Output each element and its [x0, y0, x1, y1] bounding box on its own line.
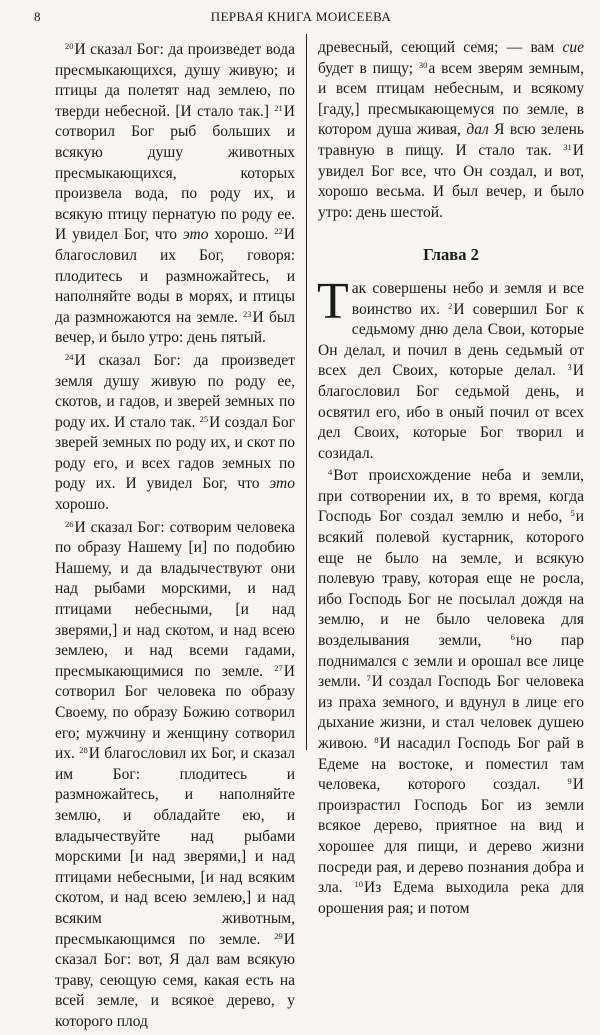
chapter-paragraph — [317, 272, 584, 464]
column-divider — [306, 34, 307, 750]
verse-text: И был вечер, и было утро: день пятый. — [55, 308, 295, 347]
verse-number: 26 — [65, 518, 74, 529]
page-number: 8 — [34, 9, 41, 24]
running-head: ПЕРВАЯ КНИГА МОИСЕЕВА — [210, 9, 392, 24]
verse-number: 27 — [274, 662, 283, 673]
paragraph — [55, 40, 295, 349]
verse-number: 31 — [563, 141, 572, 152]
verse-text: И произрастил Господь Бог из земли всякое дерево, приятное на вид и хорошее для пищи, и дерево жизни посреди рая, и дерево познания добра и зла. — [318, 776, 584, 897]
verse-text: а всем зверям земным, и всем птицам небесным, и всякому [гаду,] пресмыкающемуся по земле, в котором душа живая, — [318, 59, 584, 139]
verse-number: 28 — [79, 745, 88, 756]
verse-number: 2 — [448, 300, 453, 311]
verse-text: И создал Бог зверей земных по роду их, и скот по роду его, и всех гадов земных по роду их. И увидел Бог, что — [55, 413, 295, 493]
verse-text: но пар поднимался с земли и орошал все лице земли. — [318, 632, 584, 691]
verse-number: 23 — [243, 308, 252, 319]
verse-text: хорошо. — [55, 496, 109, 514]
verse-number: 8 — [374, 735, 379, 745]
verse-text: И сказал Бог: сотворим человека по образу Нашему [и] по подобию Нашему, и да владычествуют они над рыбами морскими, и над птицами небесными, [и над зверями,] и над скотом, и над всею землею, и над всеми гадами, пресмыкающимися по земле. — [55, 518, 295, 680]
verse-text: И увидел Бог все, что Он создал, и вот, хорошо весьма. И был вечер, и было утро: день шестой. — [318, 141, 584, 221]
italic-word: это — [182, 226, 209, 244]
verse-text: И сотворил Бог человека по образу Своему, по образу Божию сотворил его; мужчину и женщину сотворил их. — [55, 662, 295, 763]
verse-text: И сотворил Бог рыб больших и всякую душу животных пресмыкающихся, которых произвела вода, по роду их, и всякую птицу пернатую по роду ее. И увидел Бог, что — [55, 102, 295, 244]
continued-paragraph — [318, 38, 584, 223]
verse-number: 22 — [274, 226, 283, 237]
verse-text: И сказал Бог: да произведет вода пресмыкающихся, душу живую; и птицы да полетят над землею, по тверди небесной. [И стало так.] — [55, 41, 295, 120]
italic-word: дал — [466, 121, 489, 139]
verse-number: 20 — [65, 41, 74, 51]
verse-number: 6 — [510, 632, 515, 643]
verse-number: 21 — [274, 102, 283, 113]
drop-cap: Т — [317, 272, 349, 330]
paragraph — [55, 518, 295, 1033]
verse-text: и всякий полевой кустарник, которого еще не было на земле, и всякую полевую траву, которая еще не росла, ибо Господь Бог не посылал дождя на землю, и не было человека для возделывания земли, — [318, 508, 584, 650]
verse-number: 25 — [199, 413, 209, 424]
paragraph — [55, 351, 295, 516]
verse-text: Из Едема выходила река для орошения рая; и потом — [318, 879, 584, 917]
verse-text: И создал Господь Бог человека из праха земного, и вдунул в лице его дыхание жизни, и стал человек душею живою. — [318, 673, 585, 752]
verse-number: 5 — [570, 508, 575, 519]
verse-text: ак совершены небо и земля и все воинство их. — [351, 279, 584, 318]
verse-text: древесный, сеющий семя; — вам — [318, 39, 563, 56]
verse-number: 3 — [567, 362, 572, 373]
verse-text: Я всю зелень травную в пищу. И стало так. — [318, 121, 584, 159]
verse-number: 7 — [366, 673, 371, 684]
right-column — [318, 38, 584, 921]
italic-word: это — [269, 475, 295, 493]
left-column — [55, 40, 295, 1035]
verse-text: И благословил Бог седьмой день, и освятил его, ибо в оный почил от всех дел Своих, которые Бог творил и созидал. — [318, 362, 584, 462]
verse-text: И сказал Бог: да произведет земля душу живую по роду ее, скотов, и гадов, и зверей земных по роду их. И стало так. — [55, 351, 295, 431]
verse-text: И сказал Бог: вот, Я дал вам всякую траву, сеющую семя, какая есть на всей земле, и всякое дерево, у которого плод — [55, 930, 295, 1030]
page-header — [30, 9, 572, 27]
verse-number: 24 — [65, 351, 74, 362]
chapter-paragraph — [318, 466, 584, 919]
verse-number: 4 — [328, 467, 333, 478]
verse-text: будет в пищу; — [318, 59, 419, 77]
verse-number: 10 — [354, 879, 363, 890]
verse-text: И насадил Господь Бог рай в Едеме на востоке, и поместил там человека, которого создал. — [318, 735, 584, 794]
verse-text: И совершил Бог к седьмому дню дела Свои, которые Он делал, и почил в день седьмый от всех дел Своих, которые делал. — [318, 300, 584, 380]
verse-text: И благословил их Бог, говоря: плодитесь и размножайтесь, и наполняйте воды в морях, и птицы да размножаются на земле. — [55, 226, 295, 326]
italic-word: сие — [562, 39, 584, 56]
verse-text: хорошо. — [208, 226, 275, 244]
verse-number: 30 — [418, 59, 428, 70]
chapter-title: Глава 2 — [423, 245, 479, 265]
verse-text: И благословил их Бог, и сказал им Бог: плодитесь и размножайтесь, и наполняйте землю, и обладайте ею, и владычествуйте над рыбами морскими [и над зверями,] и над птицами небесными, [и над всяким скотом, и над всею землею,] и над всяким животным, пресмыкающимся по земле. — [55, 745, 295, 948]
verse-text: Вот происхождение неба и земли, при сотворении их, в то время, когда Господь Бог создал землю и небо, — [318, 467, 584, 526]
verse-number: 9 — [567, 776, 572, 787]
verse-number: 29 — [274, 930, 283, 941]
